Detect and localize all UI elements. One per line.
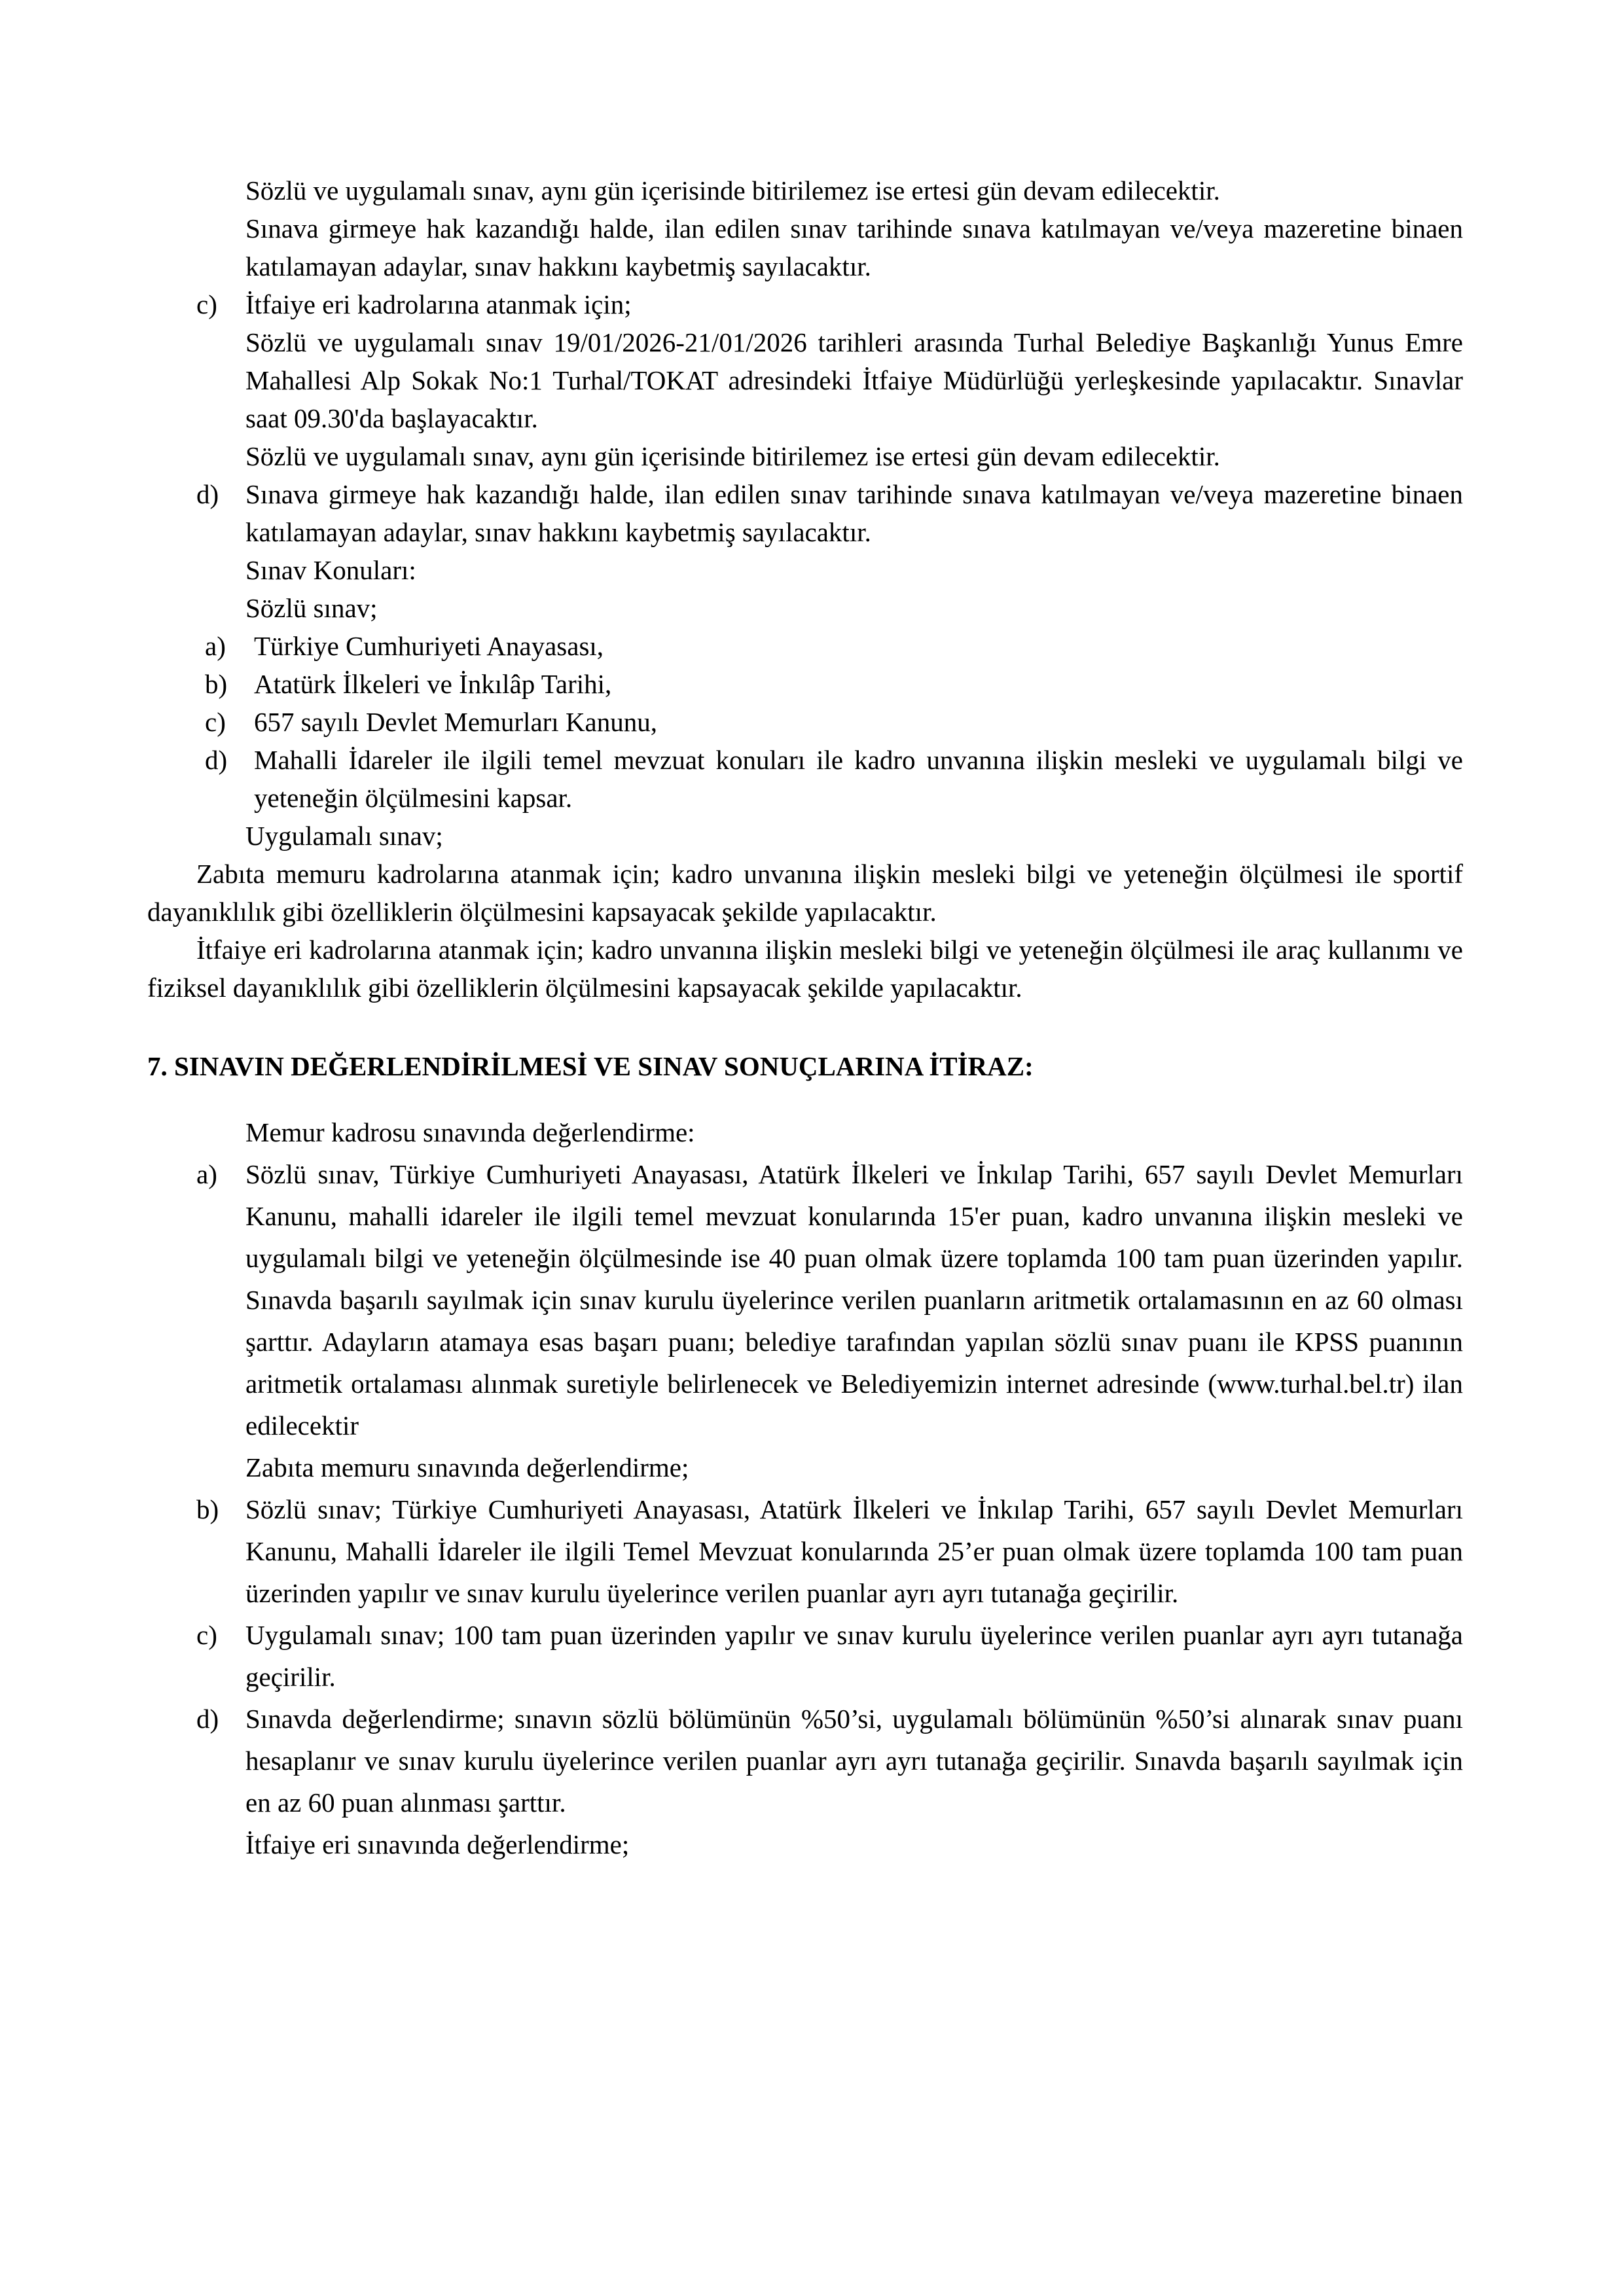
list-item-evaluation-d-text: Sınavda değerlendirme; sınavın sözlü bölümünün %50’si, uygulamalı bölümünün %50’si alınarak sınav puanı hesaplanır ve sınav kurulu üyelerince verilen puanlar ayrı ayrı tutanağa geçirilir. Sınavda başarılı sayılmak için en az 60 puan alınması şarttır. <box>245 1704 1463 1818</box>
label-practical-exam: Uygulamalı sınav; <box>245 821 443 851</box>
list-item-evaluation-b <box>147 1488 1463 1614</box>
list-item-subject-c <box>147 703 1463 741</box>
list-marker-subject-d: d) <box>205 745 228 775</box>
list-item-subject-d-text: Mahalli İdareler ile ilgili temel mevzuat konuları ile kadro unvanına ilişkin mesleki ve uygulamalı bilgi ve yeteneğin ölçülmesini kapsar. <box>254 745 1463 813</box>
paragraph-itfaiye-continuation: Sözlü ve uygulamalı sınav, aynı gün içerisinde bitirilemez ise ertesi gün devam edilecektir. <box>245 441 1220 471</box>
list-marker-subject-c: c) <box>205 707 226 737</box>
list-marker-evaluation-d: d) <box>196 1704 219 1734</box>
list-marker-evaluation-c: c) <box>196 1620 217 1650</box>
label-itfaiye-evaluation: İtfaiye eri sınavında değerlendirme; <box>245 1829 630 1859</box>
list-marker-c: c) <box>196 289 217 319</box>
paragraph-absentee-forfeit-top: Sınava girmeye hak kazandığı halde, ilan edilen sınav tarihinde sınava katılmayan ve/veya mazeretine binaen katılamayan adaylar, sınav hakkını kaybetmiş sayılacaktır. <box>245 213 1463 281</box>
spacer-before-section-7 <box>147 1007 1463 1047</box>
list-item-evaluation-a-text: Sözlü sınav, Türkiye Cumhuriyeti Anayasası, Atatürk İlkeleri ve İnkılap Tarihi, 657 sayılı Devlet Memurları Kanunu, mahalli idareler ile ilgili temel mevzuat konularında 15'er puan, kadro unvanına ilişkin mesleki ve uygulamalı bilgi ve yeteneğin ölçülmesinde ise 40 puan olmak üzere toplamda 100 tam puan üzerinden yapılır. Sınavda başarılı sayılmak için sınav kurulu üyelerince verilen puanların aritmetik ortalamasının en az 60 olması şarttır. Adayların atamaya esas başarı puanı; belediye tarafından yapılan sözlü sınav puanı ile KPSS puanının aritmetik ortalaması alınmak suretiyle belirlenecek ve Belediyemizin internet adresinde (www.turhal.bel.tr) ilan edilecektir <box>245 1159 1463 1441</box>
label-zabita-evaluation: Zabıta memuru sınavında değerlendirme; <box>245 1452 689 1482</box>
list-item-schedule-d <box>147 475 1463 551</box>
document-content <box>147 171 1463 1865</box>
list-item-subject-b-text: Atatürk İlkeleri ve İnkılâp Tarihi, <box>254 669 612 699</box>
list-item-subject-a-text: Türkiye Cumhuriyeti Anayasası, <box>254 631 604 661</box>
paragraph-itfaiye-exam-details: Sözlü ve uygulamalı sınav 19/01/2026-21/01/2026 tarihleri arasında Turhal Belediye Başkanlığı Yunus Emre Mahallesi Alp Sokak No:1 Turhal/TOKAT adresindeki İtfaiye Müdürlüğü yerleşkesinde yapılacaktır. Sınavlar saat 09.30'da başlayacaktır. <box>245 327 1463 433</box>
list-item-evaluation-b-text: Sözlü sınav; Türkiye Cumhuriyeti Anayasası, Atatürk İlkeleri ve İnkılap Tarihi, 657 sayılı Devlet Memurları Kanunu, Mahalli İdareler ile ilgili Temel Mevzuat konularında 25’er puan olmak üzere toplamda 100 tam puan üzerinden yapılır ve sınav kurulu üyelerince verilen puanlar ayrı ayrı tutanağa geçirilir. <box>245 1494 1463 1608</box>
list-marker-evaluation-b: b) <box>196 1494 219 1524</box>
list-marker-evaluation-a: a) <box>196 1159 217 1189</box>
label-exam-subjects: Sınav Konuları: <box>245 555 416 585</box>
label-oral-exam: Sözlü sınav; <box>245 593 378 623</box>
list-item-schedule-c-text: İtfaiye eri kadrolarına atanmak için; <box>245 289 632 319</box>
list-item-evaluation-c-text: Uygulamalı sınav; 100 tam puan üzerinden yapılır ve sınav kurulu üyelerince verilen puanlar ayrı ayrı tutanağa geçirilir. <box>245 1620 1463 1692</box>
paragraph-itfaiye-practical: İtfaiye eri kadrolarına atanmak için; kadro unvanına ilişkin mesleki bilgi ve yeteneğin ölçülmesi ile araç kullanımı ve fiziksel dayanıklılık gibi özelliklerin ölçülmesini kapsayacak şekilde yapılacaktır. <box>147 935 1463 1003</box>
list-marker-subject-a: a) <box>205 631 226 661</box>
label-memur-evaluation: Memur kadrosu sınavında değerlendirme: <box>245 1117 695 1147</box>
list-item-evaluation-d <box>147 1698 1463 1823</box>
list-item-evaluation-c <box>147 1614 1463 1698</box>
list-item-subject-a <box>147 627 1463 665</box>
list-marker-d: d) <box>196 479 219 509</box>
section-7-heading: 7. SINAVIN DEĞERLENDİRİLMESİ VE SINAV SONUÇLARINA İTİRAZ: <box>147 1051 1034 1081</box>
list-item-subject-d <box>147 741 1463 817</box>
paragraph-zabita-practical: Zabıta memuru kadrolarına atanmak için; kadro unvanına ilişkin mesleki bilgi ve yeteneğin ölçülmesi ile sportif dayanıklılık gibi özelliklerin ölçülmesini kapsayacak şekilde yapılacaktır. <box>147 859 1463 927</box>
list-item-evaluation-a <box>147 1153 1463 1446</box>
spacer-after-heading <box>147 1085 1463 1111</box>
list-item-subject-b <box>147 665 1463 703</box>
list-item-schedule-c <box>147 285 1463 323</box>
list-item-subject-c-text: 657 sayılı Devlet Memurları Kanunu, <box>254 707 658 737</box>
paragraph-oral-practical-continuation: Sözlü ve uygulamalı sınav, aynı gün içerisinde bitirilemez ise ertesi gün devam edilecektir. <box>245 175 1220 206</box>
list-item-schedule-d-text: Sınava girmeye hak kazandığı halde, ilan edilen sınav tarihinde sınava katılmayan ve/veya mazeretine binaen katılamayan adaylar, sınav hakkını kaybetmiş sayılacaktır. <box>245 479 1463 547</box>
list-marker-subject-b: b) <box>205 669 228 699</box>
